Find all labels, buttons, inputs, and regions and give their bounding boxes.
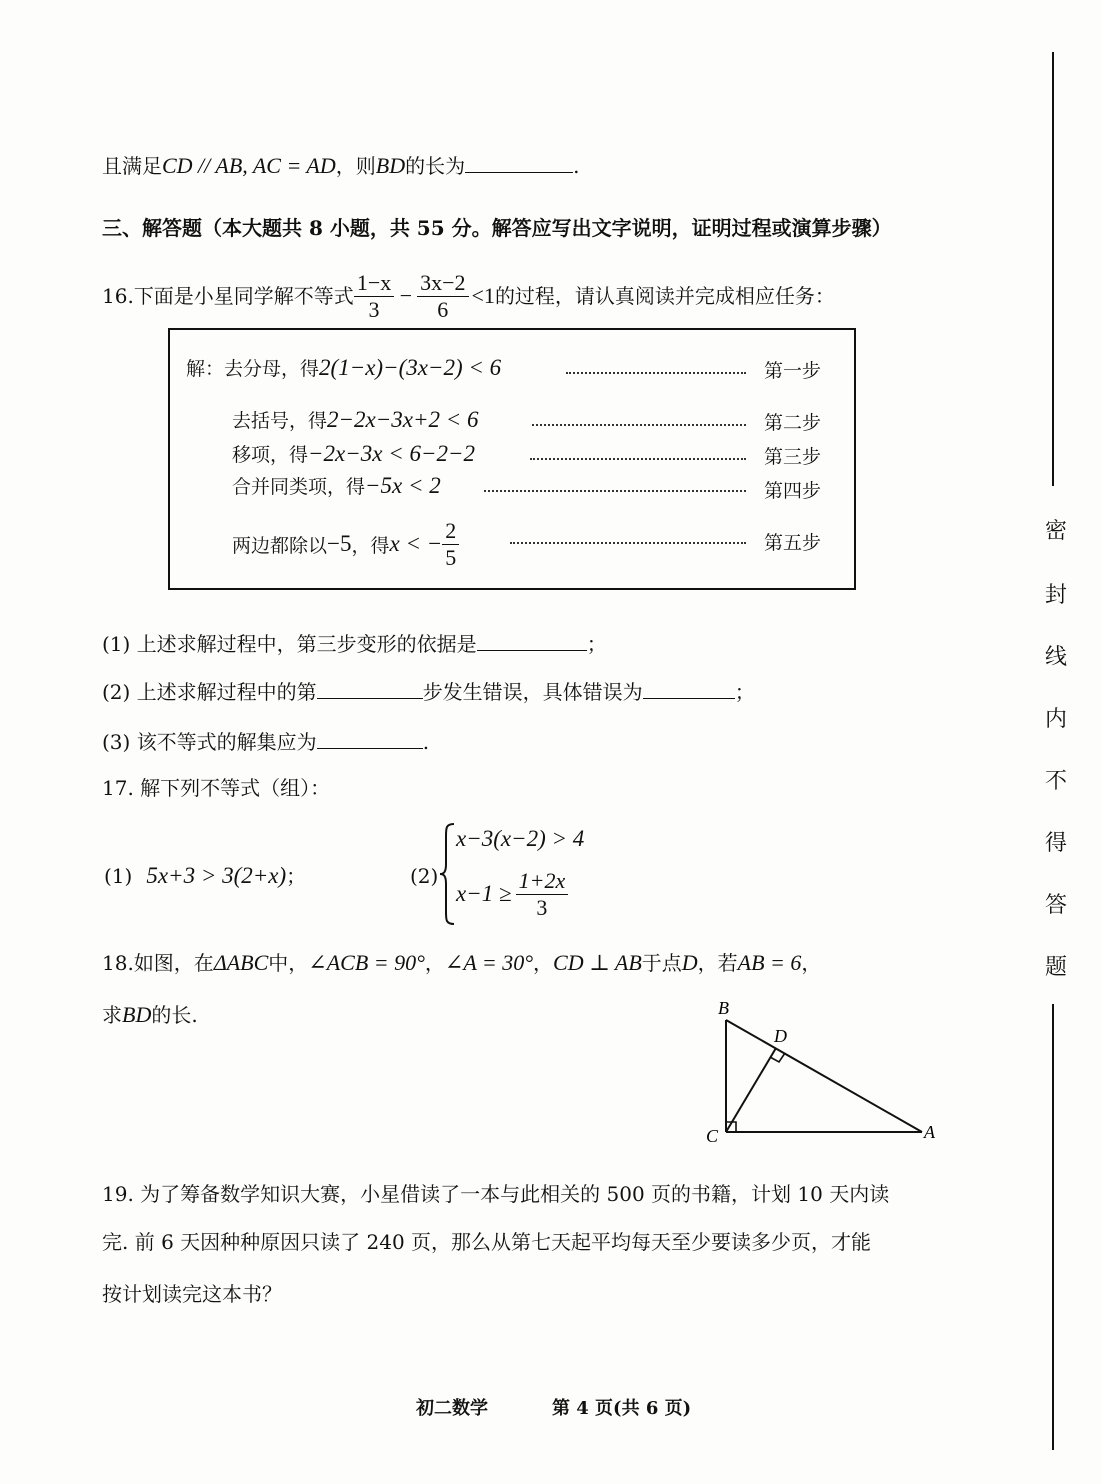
- step-2-label: 第二步: [764, 412, 822, 434]
- task-3-blank[interactable]: [317, 730, 423, 749]
- q16-question: [102, 266, 835, 326]
- task-2-text: (2) 上述求解过程中的第: [102, 680, 317, 704]
- q18-triangle-figure: [700, 996, 950, 1156]
- step-1-math: 2(1−x)−(3x−2) < 6: [319, 355, 502, 380]
- q15-seg: BD: [375, 153, 406, 178]
- footer-page-number: 第 4 页(共 6 页): [552, 1398, 692, 1419]
- q17-part-1: [104, 864, 306, 887]
- q16-frac1-den: 3: [368, 296, 380, 322]
- step-5-text: 两边都除以: [232, 534, 328, 557]
- q18-text-c: 于点: [641, 951, 682, 975]
- q18-text-b: 中，: [268, 951, 309, 975]
- q16-lt-one: <1: [471, 283, 495, 308]
- q15-prefix: 且满足: [102, 154, 162, 178]
- step-5-dots: [510, 542, 746, 544]
- step-1-label: 第一步: [764, 360, 822, 382]
- task-2-blank-step[interactable]: [317, 680, 423, 699]
- step-3-math: −2x−3x < 6−2−2: [308, 441, 476, 466]
- q16-frac1-num: 1−x: [354, 270, 394, 296]
- q18-angle-a: ∠A = 30°: [444, 950, 534, 975]
- q16-solution-box: [168, 328, 856, 590]
- step-5-frac-num: 2: [442, 518, 459, 544]
- q17-system-brace: [438, 822, 458, 926]
- q16-frac2-den: 6: [437, 296, 449, 322]
- q16-frac2-num: 3x−2: [417, 270, 468, 296]
- step-2-math: 2−2x−3x+2 < 6: [327, 407, 479, 432]
- seal-line-top: [1052, 52, 1054, 486]
- solution-step-3: [232, 440, 475, 467]
- step-5-divisor: −5: [327, 531, 352, 556]
- q16-task-2: [102, 680, 755, 702]
- step-4-label: 第四步: [764, 480, 822, 502]
- task-2-blank-error[interactable]: [643, 680, 735, 699]
- q16-minus: −: [398, 283, 414, 308]
- seal-char-7: 答: [1044, 893, 1067, 918]
- seal-char-8: 题: [1044, 955, 1067, 980]
- q18-comma-1: ，: [424, 951, 445, 975]
- seal-char-2: 封: [1044, 583, 1067, 608]
- section-3-heading: 三、解答题（本大题共 8 小题，共 55 分。解答应写出文字说明，证明过程或演算步骤）: [102, 216, 892, 240]
- solution-step-2: [232, 406, 479, 433]
- q18-angle-acb: ∠ACB = 90°: [308, 950, 425, 975]
- label-d: D: [774, 1026, 787, 1046]
- q15-suffix: 的长为: [405, 154, 466, 178]
- q18-triangle: ΔABC: [213, 950, 269, 975]
- q17-system-line-1: x−3(x−2) > 4: [456, 826, 585, 851]
- step-2-dots: [532, 424, 746, 426]
- label-c: C: [706, 1126, 719, 1146]
- q18-ask-end: 的长.: [151, 1003, 198, 1027]
- step-4-text: 合并同类项，得: [232, 476, 366, 498]
- step-5-text2: ，得: [351, 534, 390, 557]
- step-3-text: 移项，得: [232, 444, 309, 466]
- seal-char-4: 内: [1044, 707, 1067, 732]
- q19-line-3: 按计划读完这本书？: [102, 1282, 282, 1306]
- q15-mid: ，则: [335, 154, 376, 178]
- q18-point-d: D: [681, 950, 698, 975]
- q18-line-2: [102, 1004, 198, 1026]
- step-3-label: 第三步: [764, 446, 822, 468]
- q17-p1-end: ；: [286, 864, 307, 888]
- step-2-text: 去括号，得: [232, 410, 328, 432]
- q16-intro: 下面是小星同学解不等式: [133, 284, 354, 308]
- q17-system-line-2: [456, 864, 568, 924]
- q16-outro: 的过程，请认真阅读并完成相应任务：: [494, 284, 835, 308]
- step-5-math: x < −: [389, 531, 443, 556]
- q18-ab-length: AB = 6: [737, 950, 802, 975]
- q19-line-2: 完. 前 6 天因种种原因只读了 240 页，那么从第七天起平均每天至少要读多少页，才能: [102, 1230, 872, 1254]
- q15-tail-line: [102, 154, 579, 177]
- seal-char-3: 线: [1044, 645, 1067, 670]
- task-1-end: ；: [586, 632, 607, 656]
- q18-comma-2: ，: [533, 951, 554, 975]
- q17-sys-frac-num: 1+2x: [516, 868, 569, 894]
- seal-line-bottom: [1052, 1004, 1054, 1450]
- side-ab: [726, 1020, 922, 1132]
- task-2-mid: 步发生错误，具体错误为: [422, 680, 643, 704]
- q17-sys2-left: x−1 ≥: [456, 881, 512, 906]
- label-b: B: [718, 998, 729, 1018]
- task-2-end: ；: [734, 680, 755, 704]
- task-1-blank[interactable]: [477, 632, 587, 651]
- solution-step-4: [232, 472, 441, 499]
- q18-text-d: ，若: [697, 951, 738, 975]
- seal-char-1: 密: [1044, 519, 1067, 544]
- q15-end: .: [573, 154, 580, 178]
- q16-number: 16.: [102, 284, 134, 308]
- q18-cd-perp: CD ⊥ AB: [553, 950, 642, 975]
- solution-jie: 解：: [186, 358, 225, 380]
- q16-fraction-2: [417, 270, 468, 322]
- segment-cd: [726, 1048, 776, 1132]
- footer-subject: 初二数学: [416, 1398, 488, 1419]
- q18-bd: BD: [122, 1002, 152, 1027]
- step-1-dots: [566, 372, 746, 374]
- q16-task-1: [102, 632, 607, 654]
- q18-ask: 求: [102, 1003, 122, 1027]
- q18-number: 18.: [102, 951, 134, 975]
- q16-fraction-1: [354, 270, 394, 322]
- label-a: A: [924, 1122, 935, 1142]
- q18-line-1: [102, 952, 821, 974]
- step-4-math: −5x < 2: [365, 473, 441, 498]
- q17-p1-label: (1): [104, 864, 133, 888]
- q15-condition: CD // AB, AC = AD: [162, 153, 336, 178]
- q17-p2-label: (2): [410, 864, 439, 888]
- step-5-frac-den: 5: [445, 544, 457, 570]
- step-4-dots: [484, 490, 746, 492]
- q17-sys-frac-den: 3: [536, 894, 548, 920]
- q16-task-3: [102, 730, 429, 752]
- step-1-text: 去分母，得: [224, 358, 320, 380]
- seal-char-6: 得: [1044, 831, 1067, 856]
- seal-char-5: 不: [1044, 769, 1067, 794]
- task-1-text: (1) 上述求解过程中，第三步变形的依据是: [102, 632, 477, 656]
- step-5-label: 第五步: [764, 532, 822, 554]
- step-5-fraction: [442, 518, 459, 570]
- step-3-dots: [530, 458, 746, 460]
- q17-title: 17. 解下列不等式（组）：: [102, 776, 331, 800]
- q19-line-1: 19. 为了筹备数学知识大赛，小星借读了一本与此相关的 500 页的书籍，计划 10 天内读: [102, 1182, 890, 1206]
- q18-text-e: ，: [801, 951, 822, 975]
- solution-step-5: [232, 516, 459, 572]
- task-3-text: (3) 该不等式的解集应为: [102, 730, 317, 754]
- solution-step-1: [186, 354, 501, 381]
- q18-text-a: 如图，在: [133, 951, 214, 975]
- task-3-end: .: [422, 730, 430, 754]
- q17-p1-math: 5x+3 > 3(2+x): [146, 863, 287, 888]
- q15-answer-blank[interactable]: [465, 154, 573, 173]
- q17-sys-fraction: [516, 868, 569, 920]
